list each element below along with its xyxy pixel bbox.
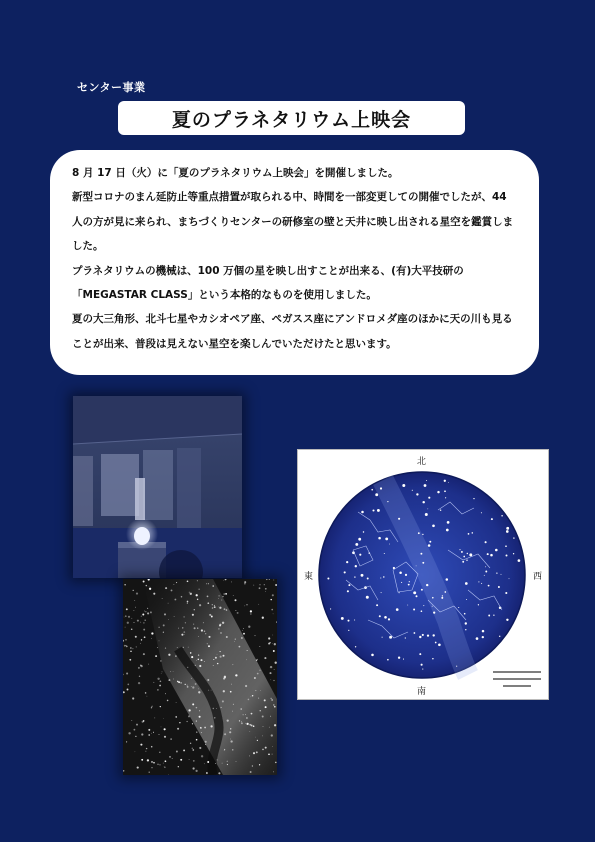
page-title: 夏のプラネタリウム上映会 (171, 108, 412, 131)
compass-east: 東 (304, 572, 314, 582)
paragraph-2: 新型コロナのまん延防止等重点措置が取られる中、時間を一部変更しての開催でしたが、44 人の方が見に来られ、まちづくりセンターの研修室の壁と天井に映し出される星空を鑑賞しました。 (72, 191, 514, 253)
paragraph-1: 8 月 17 日（火）に「夏のプラネタリウム上映会」を開催しました。 (72, 167, 399, 179)
compass-north: 北 (417, 457, 427, 467)
compass-west: 西 (533, 572, 543, 582)
section-label: センター事業 (77, 81, 146, 94)
paragraph-4: 夏の大三角形、北斗七星やカシオペア座、ペガスス座にアンドロメダ座のほかに天の川も見ることが出来、普段は見えない星空を楽しんでいただけたと思います。 (72, 313, 513, 350)
planetarium-room-photo (73, 396, 242, 578)
title-box (118, 101, 465, 135)
milky-way-photo (123, 579, 277, 775)
star-chart (297, 449, 549, 700)
paragraph-3: プラネタリウムの機械は、100 万個の星を映し出すことが出来る、(有)大平技研の「MEGASTAR CLASS」という本格的なものを使用しました。 (72, 264, 464, 302)
body-text-box (50, 150, 539, 375)
compass-south: 南 (417, 687, 427, 697)
